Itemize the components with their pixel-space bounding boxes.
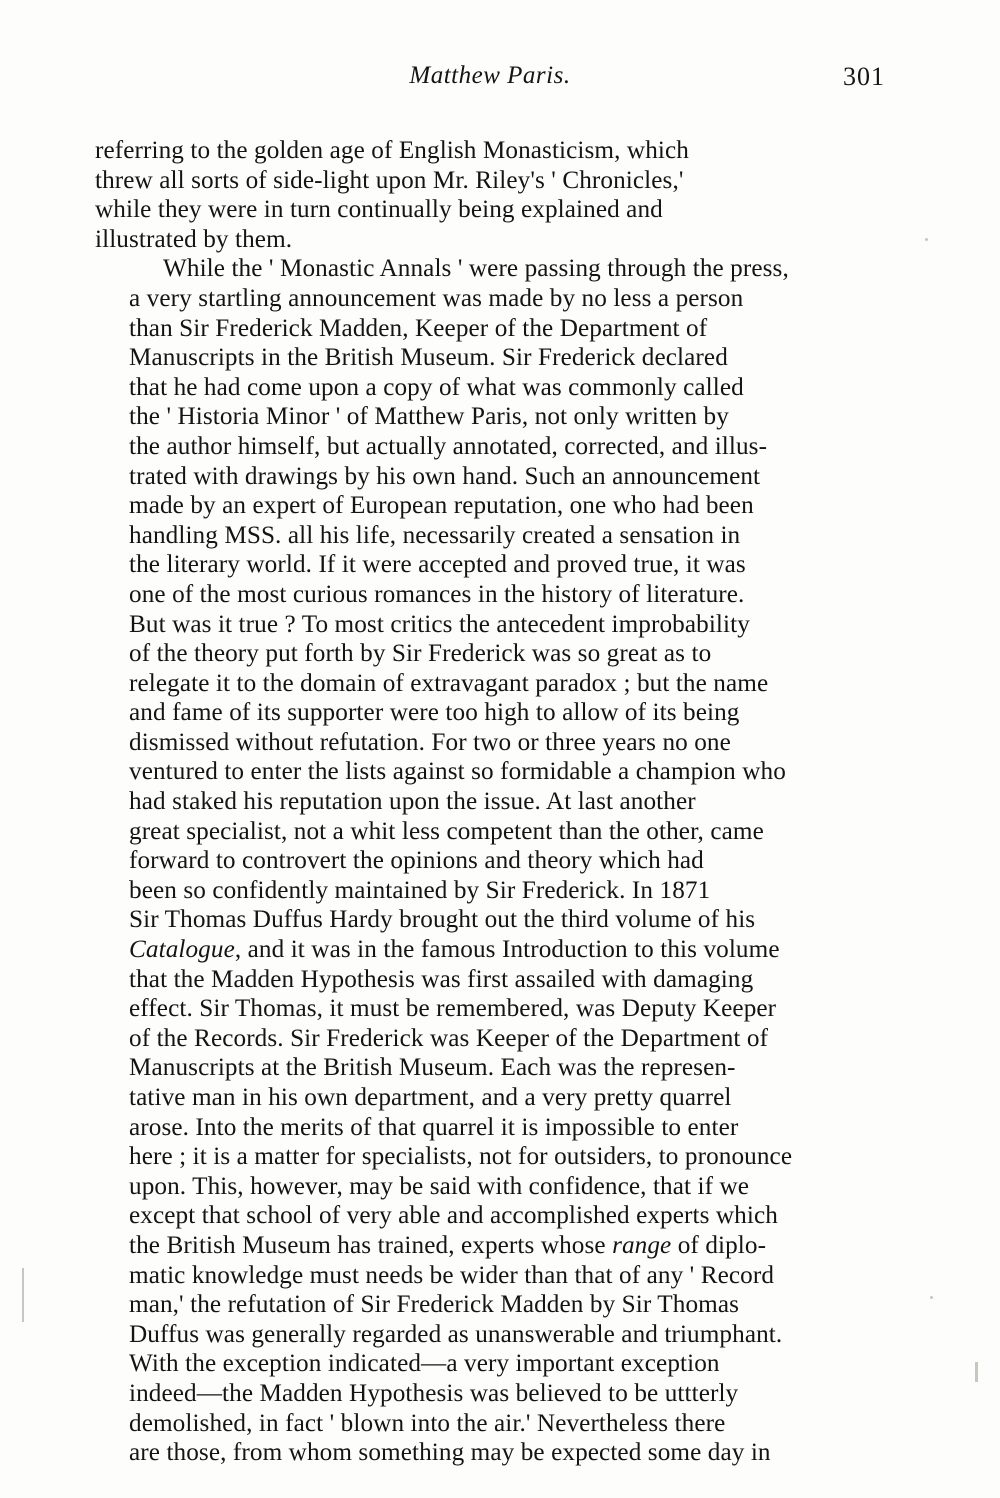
text-line: Catalogue, and it was in the famous Introduction to this volume bbox=[129, 936, 780, 964]
text-line: arose. Into the merits of that quarrel it is impossible to enter bbox=[129, 1113, 739, 1141]
text-line: trated with drawings by his own hand. Such an announcement bbox=[129, 462, 761, 490]
page-edge-mark bbox=[22, 1268, 24, 1322]
running-title: Matthew Paris. bbox=[409, 62, 571, 89]
page-number: 301 bbox=[843, 62, 885, 91]
text-line: great specialist, not a whit less competent than the other, came bbox=[129, 817, 764, 845]
page-edge-speck bbox=[930, 1296, 933, 1299]
text-line: effect. Sir Thomas, it must be remembered, was Deputy Keeper bbox=[129, 995, 777, 1023]
text-line: referring to the golden age of English Monasticism, which bbox=[95, 137, 689, 164]
text-line: indeed—the Madden Hypothesis was believed to be uttterly bbox=[129, 1379, 739, 1407]
text-line: while they were in turn continually being explained and bbox=[95, 196, 663, 224]
text-line: of the Records. Sir Frederick was Keeper of the Department of bbox=[129, 1024, 769, 1052]
text-line: the British Museum has trained, experts whose range of diplo- bbox=[129, 1231, 767, 1259]
text-line: the ' Historia Minor ' of Matthew Paris, not only written by bbox=[129, 403, 729, 431]
text-line: the author himself, but actually annotated, corrected, and illus- bbox=[129, 432, 768, 460]
text-line: tative man in his own department, and a very pretty quarrel bbox=[129, 1084, 732, 1111]
page-edge-speck bbox=[925, 238, 928, 241]
text-line: upon. This, however, may be said with confidence, that if we bbox=[129, 1172, 750, 1200]
italic-title: Catalogue bbox=[129, 936, 235, 964]
text-line: ventured to enter the lists against so formidable a champion who bbox=[129, 758, 786, 786]
text-line: one of the most curious romances in the history of literature. bbox=[129, 580, 745, 608]
page-edge-mark bbox=[975, 1362, 978, 1382]
text-line: While the ' Monastic Annals ' were passing through the press, bbox=[163, 255, 789, 283]
paragraph bbox=[95, 136, 885, 254]
text-line: relegate it to the domain of extravagant paradox ; but the name bbox=[129, 669, 769, 697]
text-line: handling MSS. all his life, necessarily created a sensation in bbox=[129, 521, 741, 549]
text-line: Sir Thomas Duffus Hardy brought out the third volume of his bbox=[129, 906, 756, 934]
text-line: are those, from whom something may be expected some day in bbox=[129, 1439, 771, 1467]
text-line: had staked his reputation upon the issue. At last another bbox=[129, 788, 696, 816]
text-line: than Sir Frederick Madden, Keeper of the Department of bbox=[129, 314, 708, 342]
text-line: illustrated by them. bbox=[95, 225, 293, 253]
text-line: threw all sorts of side-light upon Mr. Riley's ' Chronicles,' bbox=[95, 166, 684, 194]
text-line: matic knowledge must needs be wider than that of any ' Record bbox=[129, 1261, 775, 1289]
text-line: Duffus was generally regarded as unanswerable and triumphant. bbox=[129, 1320, 783, 1348]
text-line: the literary world. If it were accepted and proved true, it was bbox=[129, 551, 746, 579]
text-line: But was it true ? To most critics the antecedent improbability bbox=[129, 610, 750, 638]
text-line: been so confidently maintained by Sir Frederick. In 1871 bbox=[129, 876, 711, 904]
text-line: made by an expert of European reputation, one who had been bbox=[129, 492, 754, 520]
text-line: of the theory put forth by Sir Frederick was so great as to bbox=[129, 640, 712, 668]
text-line: a very startling announcement was made by no less a person bbox=[129, 284, 744, 312]
text-line: dismissed without refutation. For two or three years no one bbox=[129, 728, 731, 756]
text-line: demolished, in fact ' blown into the air.' Nevertheless there bbox=[129, 1409, 726, 1437]
text-line: except that school of very able and accomplished experts which bbox=[129, 1202, 778, 1230]
paragraph bbox=[95, 254, 885, 1467]
italic-emphasis: range bbox=[612, 1231, 672, 1259]
text-line: forward to controvert the opinions and theory which had bbox=[129, 847, 704, 875]
text-line: Manuscripts in the British Museum. Sir Frederick declared bbox=[129, 344, 728, 372]
text-line: With the exception indicated—a very important exception bbox=[129, 1350, 720, 1378]
text-line: and fame of its supporter were too high to allow of its being bbox=[129, 699, 740, 727]
text-line: here ; it is a matter for specialists, not for outsiders, to pronounce bbox=[129, 1143, 793, 1171]
text-line: man,' the refutation of Sir Frederick Madden by Sir Thomas bbox=[129, 1291, 740, 1319]
body-text bbox=[95, 136, 885, 1468]
text-line: that he had come upon a copy of what was commonly called bbox=[129, 373, 744, 401]
page-header bbox=[95, 62, 885, 102]
text-line: Manuscripts at the British Museum. Each was the represen- bbox=[129, 1054, 736, 1082]
text-line: that the Madden Hypothesis was first assailed with damaging bbox=[129, 965, 754, 993]
